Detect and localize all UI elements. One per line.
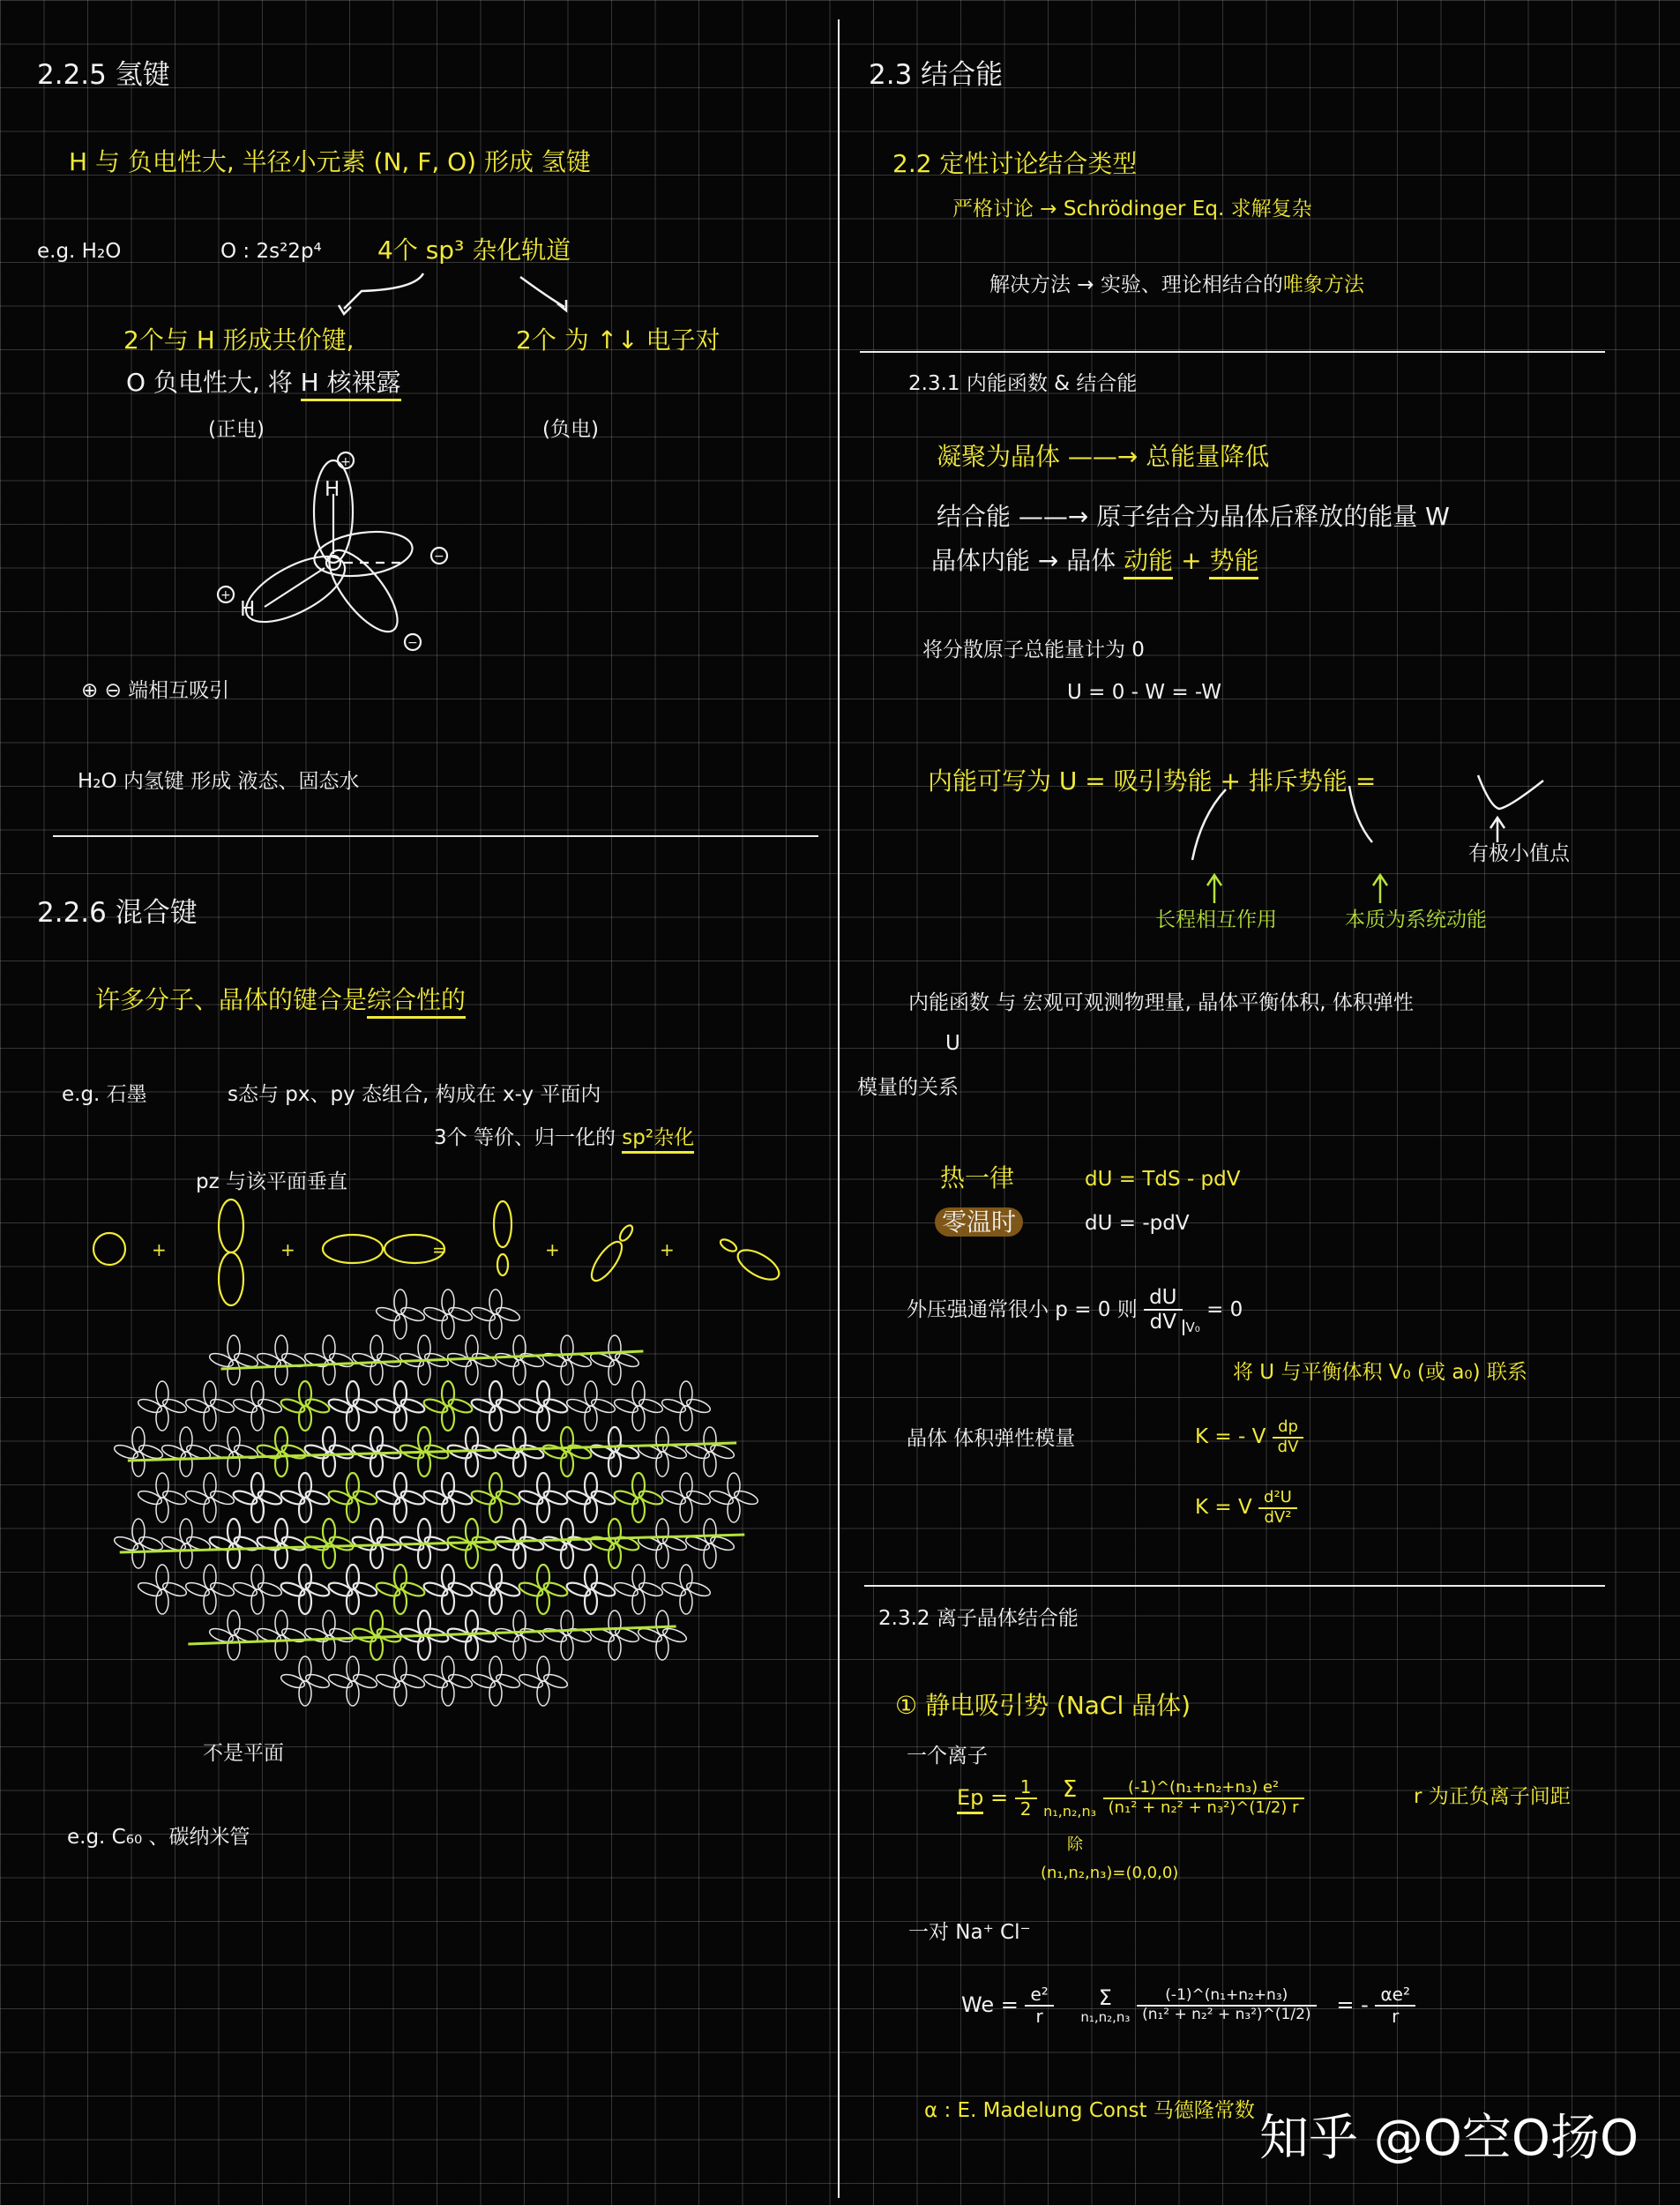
lattice-orbital [422,1565,474,1614]
lattice-orbital [208,1519,259,1568]
section-2-3-2-title: 2.3.2 离子晶体结合能 [878,1607,1079,1630]
lattice-orbital [565,1565,616,1614]
potential-curve-sketch [1182,754,1464,878]
h-atom-top: H [325,478,340,501]
graphite-desc: s态与 px、py 态组合, 构成在 x-y 平面内 [228,1083,601,1106]
orbital-combination-diagram [88,1191,794,1297]
lattice-orbital [256,1519,307,1568]
lattice-orbital [637,1519,688,1568]
lattice-orbital [589,1519,640,1568]
lattice-orbital [589,1611,640,1660]
lattice-orbital [541,1611,593,1660]
svg-text:+: + [220,588,231,602]
lattice-orbital [327,1656,378,1706]
lattice-orbital [541,1519,593,1568]
lattice-orbital [518,1381,569,1431]
zhihu-watermark: 知乎 @O空O扬O [1259,2110,1639,2167]
link-u-v0: 将 U 与平衡体积 V₀ (或 a₀) 联系 [1233,1361,1527,1384]
lattice-orbital [327,1565,378,1614]
positive-charge: (正电) [208,418,265,441]
lattice-orbital [661,1565,712,1614]
section-2-3-title: 2.3 结合能 [869,59,1004,91]
short-range-note: 本质为系统动能 [1345,908,1487,931]
lattice-orbital [470,1381,521,1431]
schrodinger-note: 严格讨论 → Schrödinger Eq. 求解复杂 [952,198,1312,220]
zero-temperature-label: 零温时 [935,1208,1023,1237]
divider-right-2 [864,1585,1605,1587]
lattice-orbital [184,1565,235,1614]
lattice-orbital [280,1473,331,1522]
lattice-orbital [327,1381,378,1431]
lattice-orbital [613,1381,664,1431]
lattice-orbital [565,1381,616,1431]
lattice-orbital [661,1473,712,1522]
lattice-orbital [280,1656,331,1706]
lattice-orbital [470,1473,521,1522]
lattice-orbital [518,1656,569,1706]
lattice-orbital [375,1381,426,1431]
u-under-label: U [945,1032,960,1055]
first-law-eq: dU = TdS - pdV [1085,1168,1241,1191]
lattice-orbital [375,1656,426,1706]
svg-text:+: + [660,1239,675,1260]
lattice-orbital [541,1335,593,1385]
lattice-orbital [494,1519,545,1568]
section-2-3-1-title: 2.3.1 内能函数 & 结合能 [908,372,1138,395]
h2o-states: H₂O 内氢键 形成 液态、固态水 [78,770,360,793]
lattice-orbital [161,1519,212,1568]
lattice-orbital [613,1565,664,1614]
long-range-note: 长程相互作用 [1155,908,1277,931]
lattice-orbital [137,1473,188,1522]
min-point-note: 有极小值点 [1468,842,1570,865]
eg-h2o-label: e.g. H₂O [37,240,122,263]
eg-graphite: e.g. 石墨 [62,1083,147,1106]
section-2-2-5-title: 2.2.5 氢键 [37,59,170,91]
svg-text:+: + [152,1239,167,1260]
lattice-orbital [256,1335,307,1385]
madelung-constant: α : E. Madelung Const 马德隆常数 [924,2099,1255,2122]
lattice-orbital [208,1611,259,1660]
lattice-orbital [232,1565,283,1614]
charge-attract: ⊕ ⊖ 端相互吸引 [81,679,230,702]
lattice-orbital [470,1289,521,1339]
ep-except-condition: (n₁,n₂,n₃)=(0,0,0) [1041,1864,1179,1882]
divider-right-1 [860,351,1605,353]
solution-method: 解决方法 → 实验、理论相结合的唯象方法 [989,273,1364,296]
first-law-label: 热一律 [940,1163,1015,1192]
divider-left-1 [53,835,818,837]
lattice-orbital [422,1381,474,1431]
lattice-orbital [351,1335,402,1385]
electron-pair: 2个 为 ↑↓ 电子对 [516,325,721,355]
lattice-orbital [589,1335,640,1385]
lattice-orbital [494,1611,545,1660]
lattice-orbital [232,1381,283,1431]
svg-text:+: + [545,1239,560,1260]
lattice-orbital [280,1565,331,1614]
u-equals-minus-w: U = 0 - W = -W [1067,681,1222,704]
one-ion-label: 一个离子 [907,1745,988,1768]
lattice-orbital [494,1335,545,1385]
oxygen-config: O : 2s²2p⁴ [220,240,322,263]
lattice-orbital [565,1473,616,1522]
lattice-orbital [280,1381,331,1431]
sp3-orbitals: 4个 sp³ 杂化轨道 [377,235,571,265]
lattice-orbital [256,1611,307,1660]
lattice-orbital [422,1656,474,1706]
lattice-orbital [375,1289,426,1339]
hbond-definition: H 与 负电性大, 半径小元素 (N, F, O) 形成 氢键 [69,147,591,176]
internal-energy-written: 内能可写为 U = 吸引势能 + 排斥势能 = [928,766,1377,796]
svg-text:=: = [432,1239,447,1260]
covalent-with-h: 2个与 H 形成共价键, [123,325,355,355]
h-atom-left: H [240,598,256,621]
svg-text:+: + [340,455,351,469]
lattice-orbital [422,1289,474,1339]
lattice-orbital [518,1565,569,1614]
lattice-orbital [637,1427,688,1476]
graphite-lattice-diagram [88,1297,776,1720]
section-2-2-ref: 2.2 定性讨论结合类型 [892,149,1138,178]
section-2-2-6-title: 2.2.6 混合键 [37,897,198,929]
lattice-orbital [327,1473,378,1522]
internal-energy-def: 晶体内能 → 晶体 动能 + 势能 [931,547,1258,575]
not-plane-note: 不是平面 [203,1742,284,1765]
lattice-orbital [303,1335,355,1385]
lattice-orbital [208,1335,259,1385]
lattice-orbital [208,1427,259,1476]
lattice-orbital [684,1427,735,1476]
external-pressure-note: 外压强通常很小 p = 0 则 $\frac{dU}{dV}$ $_{V_0}$ = 0 [907,1286,1243,1335]
mixed-bond-desc: 许多分子、晶体的键合是综合性的 [95,986,466,1014]
lattice-orbital [613,1473,664,1522]
bulk-modulus-label: 晶体 体积弹性模量 [907,1427,1076,1450]
r-distance-note: r 为正负离子间距 [1414,1785,1571,1808]
oxygen-negativity: O 负电性大, 将 H 核裸露 [126,369,401,397]
lattice-orbital [422,1473,474,1522]
lattice-orbital [351,1611,402,1660]
relation-note: 内能函数 与 宏观可观测物理量, 晶体平衡体积, 体积弹性 [908,991,1414,1014]
we-formula: We = $\frac{\text{e²}}{r}$ Σ n₁,n₂,n₃ $\frac{\text{(-1)\textasciicircum{}(n₁+n₂+n₃)}}{\text{(n₁² + n₂² + n₃²)\textasciicircum{}(1/2)}}$ = - $\frac{\text{αe²}}{r}$ [961,1984,1415,2027]
pz-desc: pz 与该平面垂直 [196,1170,347,1193]
lattice-orbital [303,1519,355,1568]
lattice-orbital [184,1473,235,1522]
zero-temperature-eq: dU = -pdV [1085,1212,1190,1235]
negative-charge: (负电) [542,418,599,441]
lattice-orbital [589,1427,640,1476]
bulk-modulus-eq-2: K = V $\frac{\text{d²U}}{\text{dV²}}$ [1195,1489,1297,1527]
eg-c60: e.g. C₆₀ 、碳纳米管 [67,1826,250,1849]
sp2-desc: 3个 等价、归一化的 sp²杂化 [434,1126,694,1149]
lattice-orbital [113,1427,164,1476]
ion-pair-label: 一对 Na⁺ Cl⁻ [908,1921,1031,1944]
ep-except: 除 [1067,1835,1083,1854]
lattice-orbital [137,1565,188,1614]
bulk-modulus-eq-1: K = - V $\frac{dp}{dV}$ [1195,1418,1303,1456]
lattice-orbital [184,1381,235,1431]
lattice-orbital [375,1565,426,1614]
lattice-orbital [232,1473,283,1522]
modulus-relation: 模量的关系 [857,1076,959,1099]
lattice-orbital [113,1519,164,1568]
lattice-orbital [541,1427,593,1476]
lattice-orbital [684,1519,735,1568]
lattice-orbital [303,1611,355,1660]
lattice-orbital [375,1473,426,1522]
condense-note: 凝聚为晶体 ——→ 总能量降低 [937,442,1270,471]
ep-formula: Ep = $\frac{1}{2}$ Σ n₁,n₂,n₃ $\frac{\text{(-1)\textasciicircum{}(n₁+n₂+n₃) e²}}{\text{(n₁² + n₂² + n₃²)\textasciicircum{}(1/2) r}}$ [957,1777,1304,1820]
lattice-orbital [637,1611,688,1660]
electrostatic-potential: ① 静电吸引势 (NaCl 晶体) [895,1691,1191,1720]
lattice-orbital [661,1381,712,1431]
svg-text:−: − [434,549,444,564]
binding-energy-def: 结合能 ——→ 原子结合为晶体后释放的能量 W [937,502,1450,531]
svg-text:+: + [280,1239,295,1260]
lattice-orbital [708,1473,759,1522]
lattice-orbital [470,1656,521,1706]
lattice-orbital [518,1473,569,1522]
lattice-orbital [161,1427,212,1476]
lattice-orbital [494,1427,545,1476]
lattice-orbital [256,1427,307,1476]
svg-text:−: − [407,636,418,650]
dispersed-atoms: 将分散原子总能量计为 0 [922,639,1145,662]
lattice-orbital [470,1565,521,1614]
lattice-orbital [303,1427,355,1476]
lattice-orbital [137,1381,188,1431]
